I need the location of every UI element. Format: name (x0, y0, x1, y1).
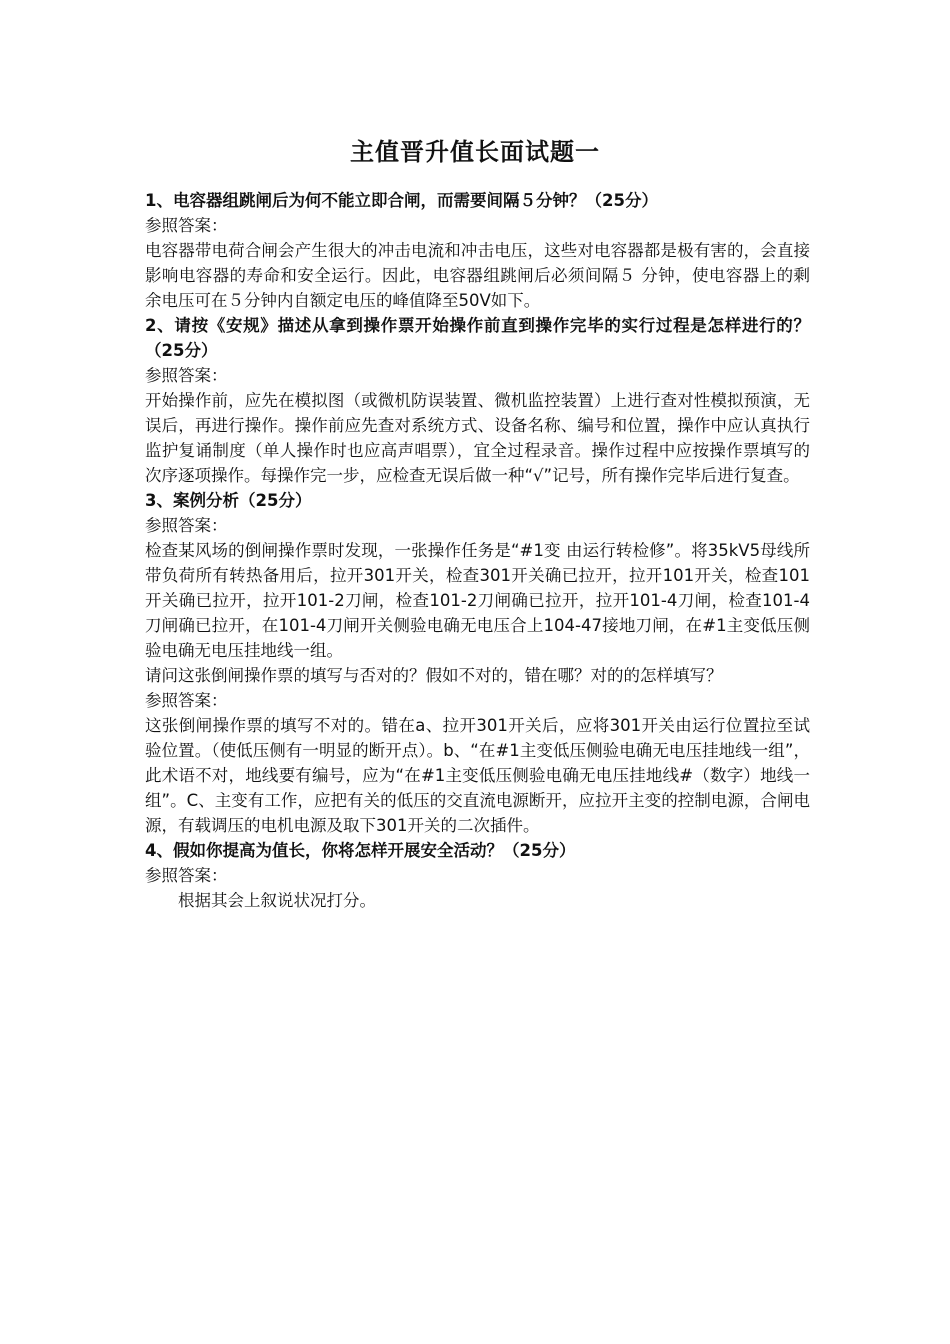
answer-label-1: 参照答案： (145, 216, 228, 235)
answer-4: 根据其会上叙说状况打分。 (178, 891, 376, 910)
answer-label-2: 参照答案： (145, 366, 228, 385)
answer-label-3: 参照答案： (145, 516, 228, 535)
document-title: 主值晋升值长面试题一 (350, 138, 600, 166)
answer-label-3b: 参照答案： (145, 691, 228, 710)
answer-3: 这张倒闸操作票的填写不对的。错在a、拉开301开关后，应将301开关由运行位置拉至试验位置。（使低压侧有一明显的断开点）。b、“在#1主变低压侧验电确无电压挂地线一组”，此术语不对，地线要有编号，应为“在#1主变低压侧验电确无电压挂地线#（数字）地线一组”。C、主变有工作，应把有关的低压的交直流电源断开，应拉开主变的控制电源，合闸电源，有载调压的电机电源及取下301开关的二次插件。 (145, 716, 810, 835)
answer-1: 电容器带电荷合闸会产生很大的冲击电流和冲击电压，这些对电容器都是极有害的，会直接影响电容器的寿命和安全运行。因此，电容器组跳闸后必须间隔５ 分钟，使电容器上的剩余电压可在５分钟内自额定电压的峰值降至50V如下。 (145, 241, 810, 310)
case-description: 检查某风场的倒闸操作票时发现，一张操作任务是“#1变 由运行转检修”。将35kV5母线所带负荷所有转热备用后，拉开301开关，检查301开关确已拉开，拉开101开关，检查101开关确已拉开，拉开101-2刀闸，检查101-2刀闸确已拉开，拉开101-4刀闸，检查101-4刀闸确已拉开，在101-4刀闸开关侧验电确无电压合上104-47接地刀闸，在#1主变低压侧验电确无电压挂地线一组。 (145, 541, 810, 660)
answer-2: 开始操作前，应先在模拟图（或微机防误装置、微机监控装置）上进行查对性模拟预演，无误后，再进行操作。操作前应先查对系统方式、设备名称、编号和位置，操作中应认真执行监护复诵制度（单人操作时也应高声唱票），宜全过程录音。操作过程中应按操作票填写的次序逐项操作。每操作完一步，应检查无误后做一种“√”记号，所有操作完毕后进行复查。 (145, 391, 810, 485)
question-1: 1、电容器组跳闸后为何不能立即合闸，而需要间隔５分钟？（25分） (145, 191, 658, 210)
question-3: 3、案例分析（25分） (145, 491, 312, 510)
case-prompt: 请问这张倒闸操作票的填写与否对的？假如不对的，错在哪？对的的怎样填写？ (145, 666, 723, 685)
document-body (145, 188, 810, 913)
answer-label-4: 参照答案： (145, 866, 228, 885)
question-4: 4、假如你提高为值长，你将怎样开展安全活动？（25分） (145, 841, 576, 860)
question-2: 2、请按《安规》描述从拿到操作票开始操作前直到操作完毕的实行过程是怎样进行的？（25分） (145, 316, 810, 360)
